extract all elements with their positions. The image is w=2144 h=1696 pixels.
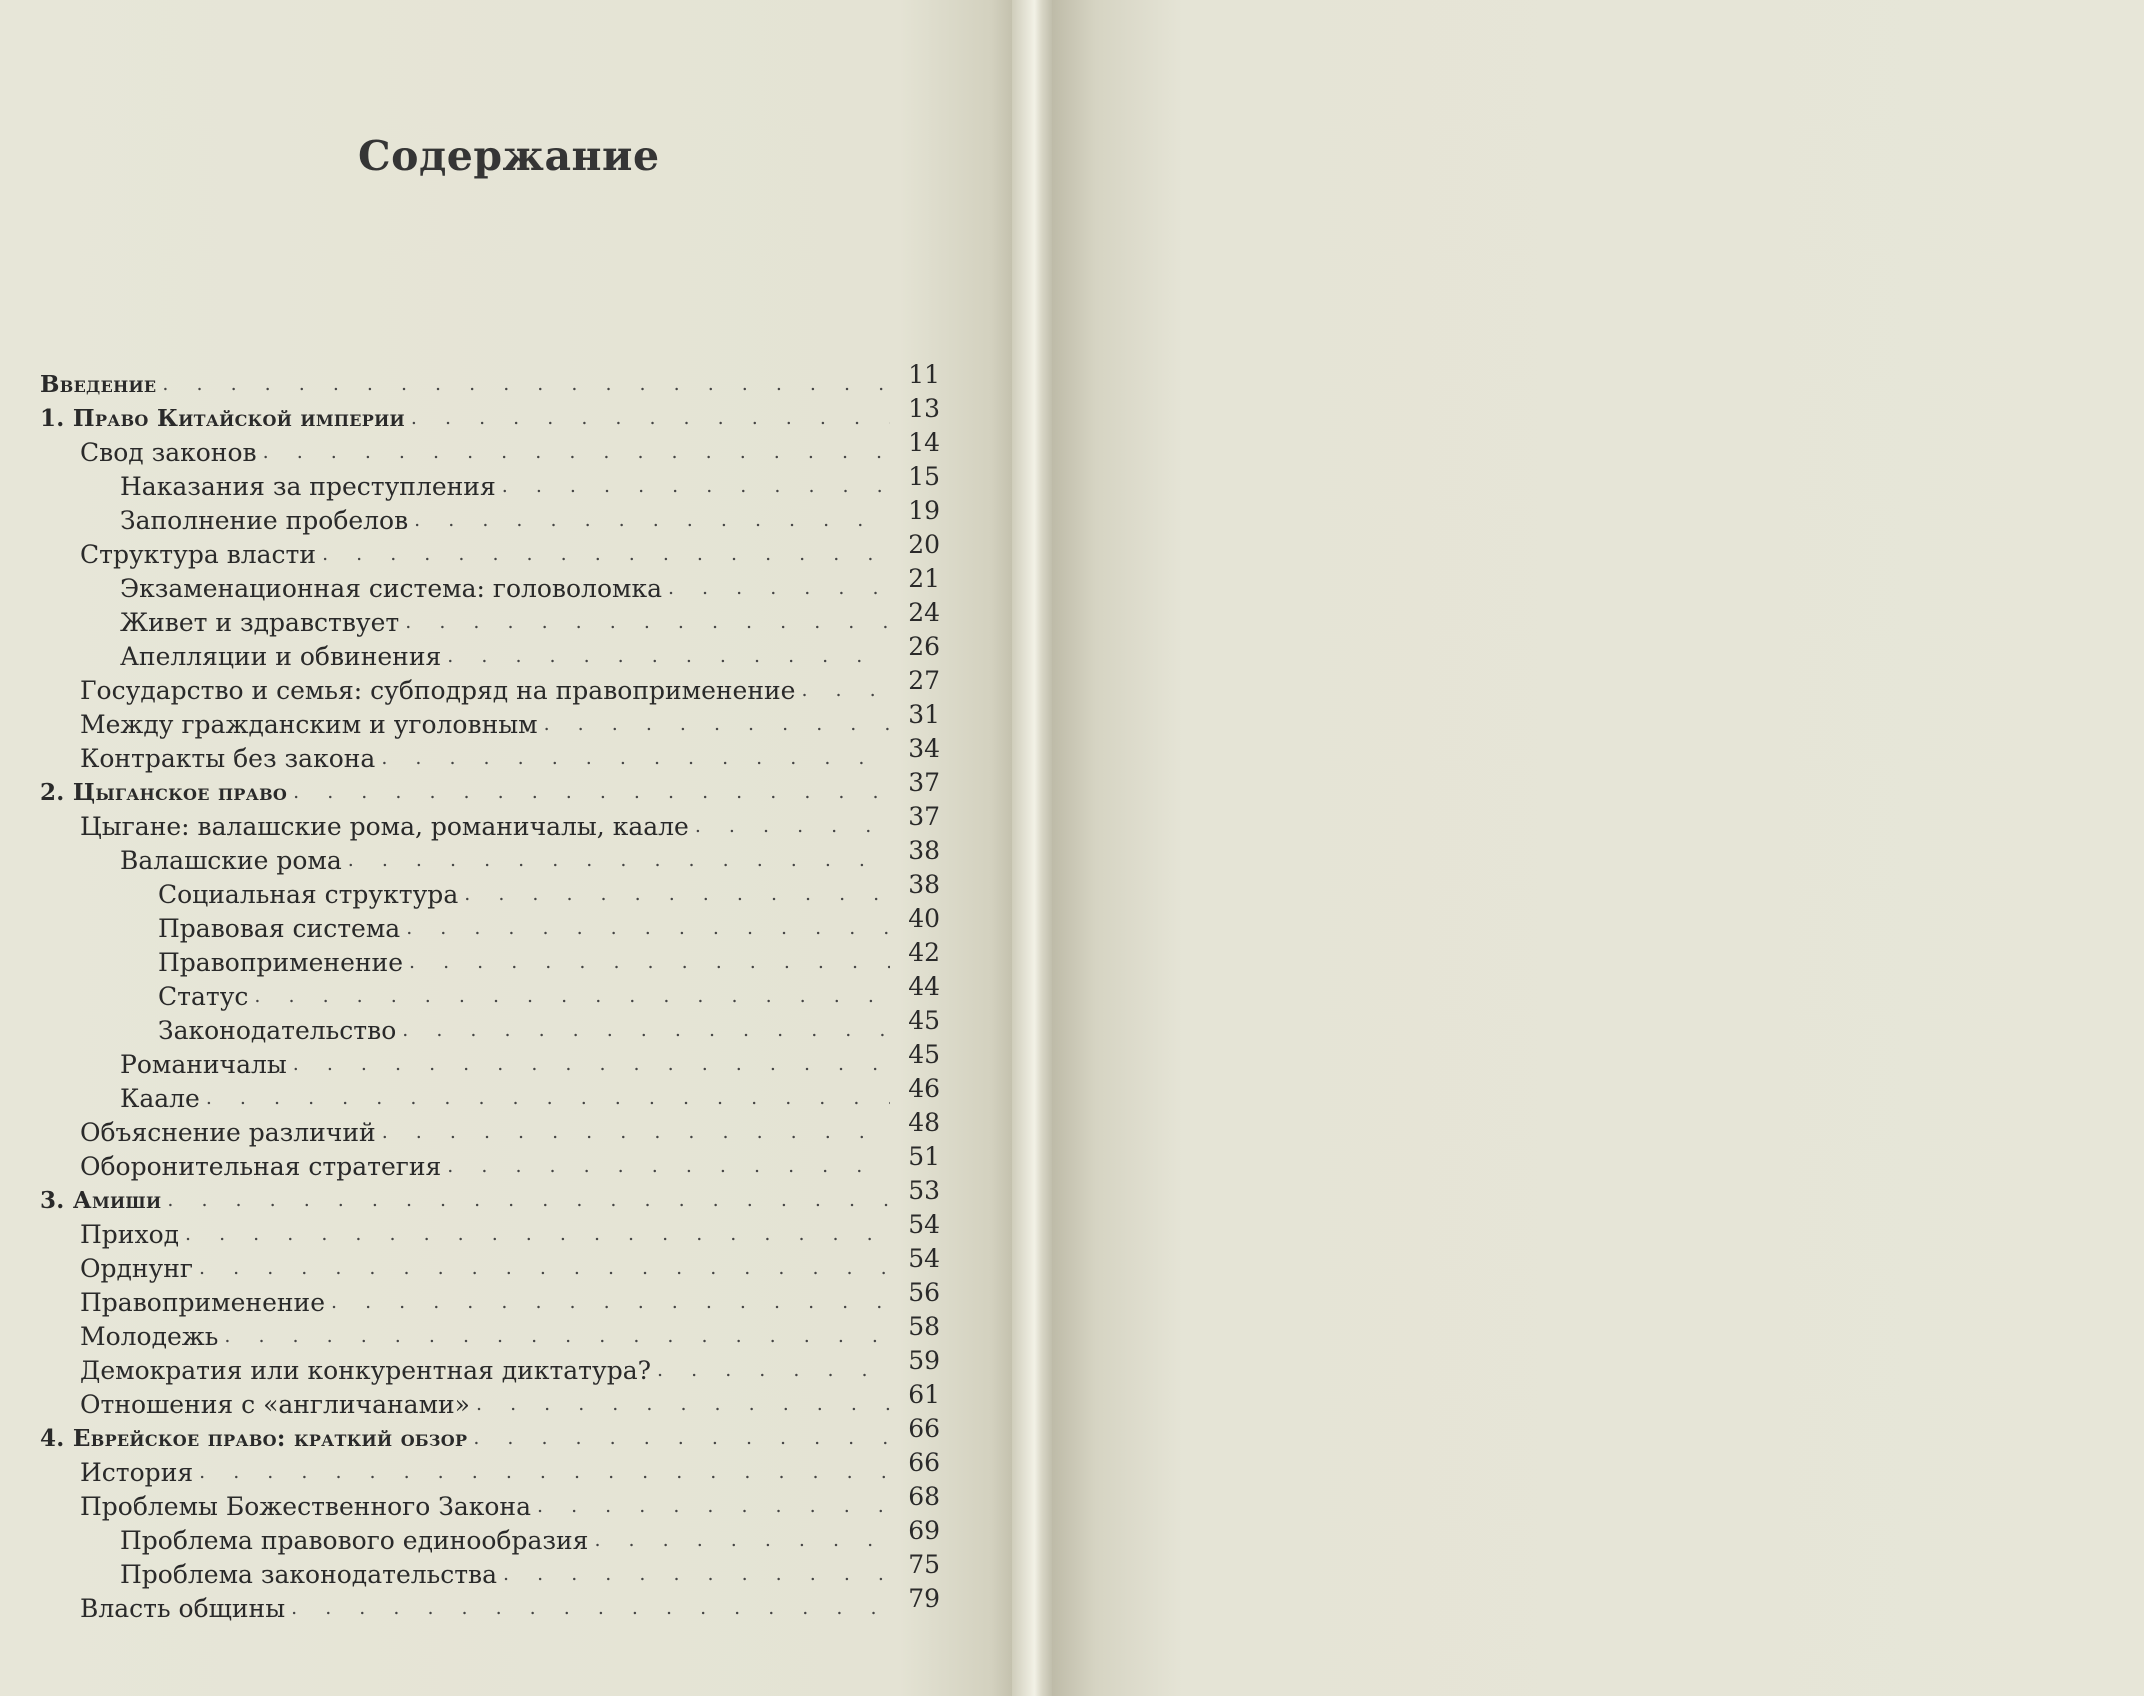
toc-entry xyxy=(40,1074,940,1114)
toc-entry xyxy=(40,530,940,570)
toc-entry-title: Молодежь xyxy=(80,1322,219,1351)
toc-page-number: 24 xyxy=(908,598,940,627)
toc-entry xyxy=(40,734,940,774)
toc-entry xyxy=(40,1584,940,1624)
toc-page-number: 42 xyxy=(908,938,940,967)
toc-entry-title: Живет и здравствует xyxy=(120,608,400,637)
toc-page-number: 26 xyxy=(908,632,940,661)
dot-leader xyxy=(544,709,890,740)
toc-chapter xyxy=(40,768,940,808)
page-title: Содержание xyxy=(358,132,660,180)
toc-page-number: 34 xyxy=(908,734,940,763)
dot-leader xyxy=(199,1253,890,1284)
toc-page-number: 53 xyxy=(908,1176,940,1205)
toc-entry-title: Власть общины xyxy=(80,1594,286,1623)
toc-entry xyxy=(40,802,940,842)
dot-leader xyxy=(411,403,890,434)
toc-page-number: 11 xyxy=(908,360,940,389)
toc-entry xyxy=(40,1006,940,1046)
toc-chapter xyxy=(40,1176,940,1216)
toc-entry-title: Законодательство xyxy=(158,1016,397,1045)
toc-page-number: 56 xyxy=(908,1278,940,1307)
toc-page-number: 66 xyxy=(908,1414,940,1443)
dot-leader xyxy=(537,1491,890,1522)
dot-leader xyxy=(405,607,890,638)
dot-leader xyxy=(668,573,890,604)
toc-page-number: 45 xyxy=(908,1040,940,1069)
toc-entry-title: Орднунг xyxy=(80,1254,194,1283)
dot-leader xyxy=(414,505,890,536)
toc-entry xyxy=(40,870,940,910)
dot-leader xyxy=(167,1185,890,1216)
toc-entry xyxy=(40,564,940,604)
right-page xyxy=(1052,0,2144,1696)
toc-entry xyxy=(40,666,940,706)
toc-entry xyxy=(40,1210,940,1250)
dot-leader xyxy=(503,1559,890,1590)
toc-entry xyxy=(40,1380,940,1420)
dot-leader xyxy=(406,913,890,944)
dot-leader xyxy=(224,1321,890,1352)
toc-page-number: 66 xyxy=(908,1448,940,1477)
toc-entry-title: Проблема правового единообразия xyxy=(120,1526,589,1555)
toc-page-number: 54 xyxy=(908,1210,940,1239)
toc-entry xyxy=(40,1482,940,1522)
toc-entry xyxy=(40,904,940,944)
toc-entry-title: Романичалы xyxy=(120,1050,287,1079)
dot-leader xyxy=(402,1015,890,1046)
toc-page-number: 45 xyxy=(908,1006,940,1035)
toc-entry xyxy=(40,1108,940,1148)
toc-entry xyxy=(40,836,940,876)
toc-entry-title: 3. Амиши xyxy=(40,1187,162,1214)
toc-page-number: 68 xyxy=(908,1482,940,1511)
dot-leader xyxy=(473,1423,890,1454)
toc-entry-title: Между гражданским и уголовным xyxy=(80,710,538,739)
dot-leader xyxy=(263,437,890,468)
toc-page-number: 21 xyxy=(908,564,940,593)
dot-leader xyxy=(331,1287,890,1318)
toc-entry-title: Объяснение различий xyxy=(80,1118,376,1147)
dot-leader xyxy=(381,743,890,774)
toc-page-number: 59 xyxy=(908,1346,940,1375)
toc-entry-title: Проблема законодательства xyxy=(120,1560,498,1589)
toc-entry-title: Апелляции и обвинения xyxy=(120,642,442,671)
toc-chapter xyxy=(40,360,940,400)
dot-leader xyxy=(185,1219,890,1250)
toc-entry-title: Наказания за преступления xyxy=(120,472,496,501)
toc-entry xyxy=(40,428,940,468)
toc-page-number: 37 xyxy=(908,802,940,831)
toc-entry-title: Свод законов xyxy=(80,438,257,467)
toc-chapter xyxy=(40,394,940,434)
toc-entry-title: 2. Цыганское право xyxy=(40,779,288,806)
toc-entry-title: Экзаменационная система: головоломка xyxy=(120,574,662,603)
toc-entry xyxy=(40,1516,940,1556)
toc-entry-title: Демократия или конкурентная диктатура? xyxy=(80,1356,652,1385)
toc-entry xyxy=(40,632,940,672)
toc-entry-title: Социальная структура xyxy=(158,880,459,909)
dot-leader xyxy=(409,947,890,978)
toc-page-number: 44 xyxy=(908,972,940,1001)
toc-entry-title: История xyxy=(80,1458,194,1487)
dot-leader xyxy=(657,1355,890,1386)
toc-page-number: 54 xyxy=(908,1244,940,1273)
toc-page-number: 14 xyxy=(908,428,940,457)
toc-entry-title: Отношения с «англичанами» xyxy=(80,1390,470,1419)
dot-leader xyxy=(464,879,890,910)
toc-entry-title: 4. Еврейское право: краткий обзор xyxy=(40,1425,468,1452)
left-page xyxy=(0,0,1022,1696)
toc-page-number: 38 xyxy=(908,836,940,865)
toc-page-number: 13 xyxy=(908,394,940,423)
dot-leader xyxy=(382,1117,890,1148)
toc-entry-title: Статус xyxy=(158,982,249,1011)
dot-leader xyxy=(162,369,890,400)
dot-leader xyxy=(254,981,890,1012)
toc-entry-title: Каале xyxy=(120,1084,200,1113)
toc-page-number: 20 xyxy=(908,530,940,559)
toc-page-number: 19 xyxy=(908,496,940,525)
toc-entry xyxy=(40,700,940,740)
dot-leader xyxy=(695,811,890,842)
toc-entry-title: Введение xyxy=(40,371,157,398)
toc-page-number: 61 xyxy=(908,1380,940,1409)
toc-page-number: 15 xyxy=(908,462,940,491)
toc-page-number: 37 xyxy=(908,768,940,797)
toc-entry-title: Правоприменение xyxy=(80,1288,325,1317)
toc-page-number: 48 xyxy=(908,1108,940,1137)
toc-entry-title: Оборонительная стратегия xyxy=(80,1152,442,1181)
dot-leader xyxy=(801,675,890,706)
toc-page-number: 69 xyxy=(908,1516,940,1545)
toc-entry-title: Цыгане: валашские рома, романичалы, каале xyxy=(80,812,689,841)
toc-chapter xyxy=(40,1414,940,1454)
toc-entry-title: Правоприменение xyxy=(158,948,403,977)
toc-entry xyxy=(40,1278,940,1318)
toc-entry-title: Правовая система xyxy=(158,914,401,943)
toc-page-number: 38 xyxy=(908,870,940,899)
toc-entry xyxy=(40,1040,940,1080)
toc-entry-title: Валашские рома xyxy=(120,846,342,875)
toc-entry xyxy=(40,972,940,1012)
toc-entry xyxy=(40,1142,940,1182)
toc-page-number: 79 xyxy=(908,1584,940,1613)
toc-entry-title: Государство и семья: субподряд на правоприменение xyxy=(80,676,796,705)
toc-entry xyxy=(40,1244,940,1284)
dot-leader xyxy=(447,1151,890,1182)
dot-leader xyxy=(476,1389,890,1420)
toc-page-number: 40 xyxy=(908,904,940,933)
toc-entry xyxy=(40,1550,940,1590)
dot-leader xyxy=(293,1049,890,1080)
toc-entry-title: Контракты без закона xyxy=(80,744,376,773)
dot-leader xyxy=(502,471,890,502)
toc-entry-title: 1. Право Китайской империи xyxy=(40,405,405,432)
toc-entry xyxy=(40,598,940,638)
toc-entry-title: Структура власти xyxy=(80,540,317,569)
dot-leader xyxy=(199,1457,890,1488)
toc-page-number: 75 xyxy=(908,1550,940,1579)
toc-page-number: 27 xyxy=(908,666,940,695)
dot-leader xyxy=(293,777,890,808)
dot-leader xyxy=(206,1083,890,1114)
toc-entry xyxy=(40,1448,940,1488)
toc-page-number: 31 xyxy=(908,700,940,729)
dot-leader xyxy=(447,641,890,672)
toc-entry-title: Проблемы Божественного Закона xyxy=(80,1492,531,1521)
toc-list-left xyxy=(40,360,940,1624)
toc-entry xyxy=(40,1346,940,1386)
toc-page-number: 58 xyxy=(908,1312,940,1341)
toc-page-number: 51 xyxy=(908,1142,940,1171)
toc-entry-title: Заполнение пробелов xyxy=(120,506,409,535)
dot-leader xyxy=(348,845,890,876)
toc-entry xyxy=(40,462,940,502)
dot-leader xyxy=(322,539,890,570)
toc-entry xyxy=(40,1312,940,1352)
toc-page-number: 46 xyxy=(908,1074,940,1103)
dot-leader xyxy=(594,1525,890,1556)
toc-entry-title: Приход xyxy=(80,1220,180,1249)
dot-leader xyxy=(291,1593,890,1624)
toc-entry xyxy=(40,496,940,536)
toc-entry xyxy=(40,938,940,978)
